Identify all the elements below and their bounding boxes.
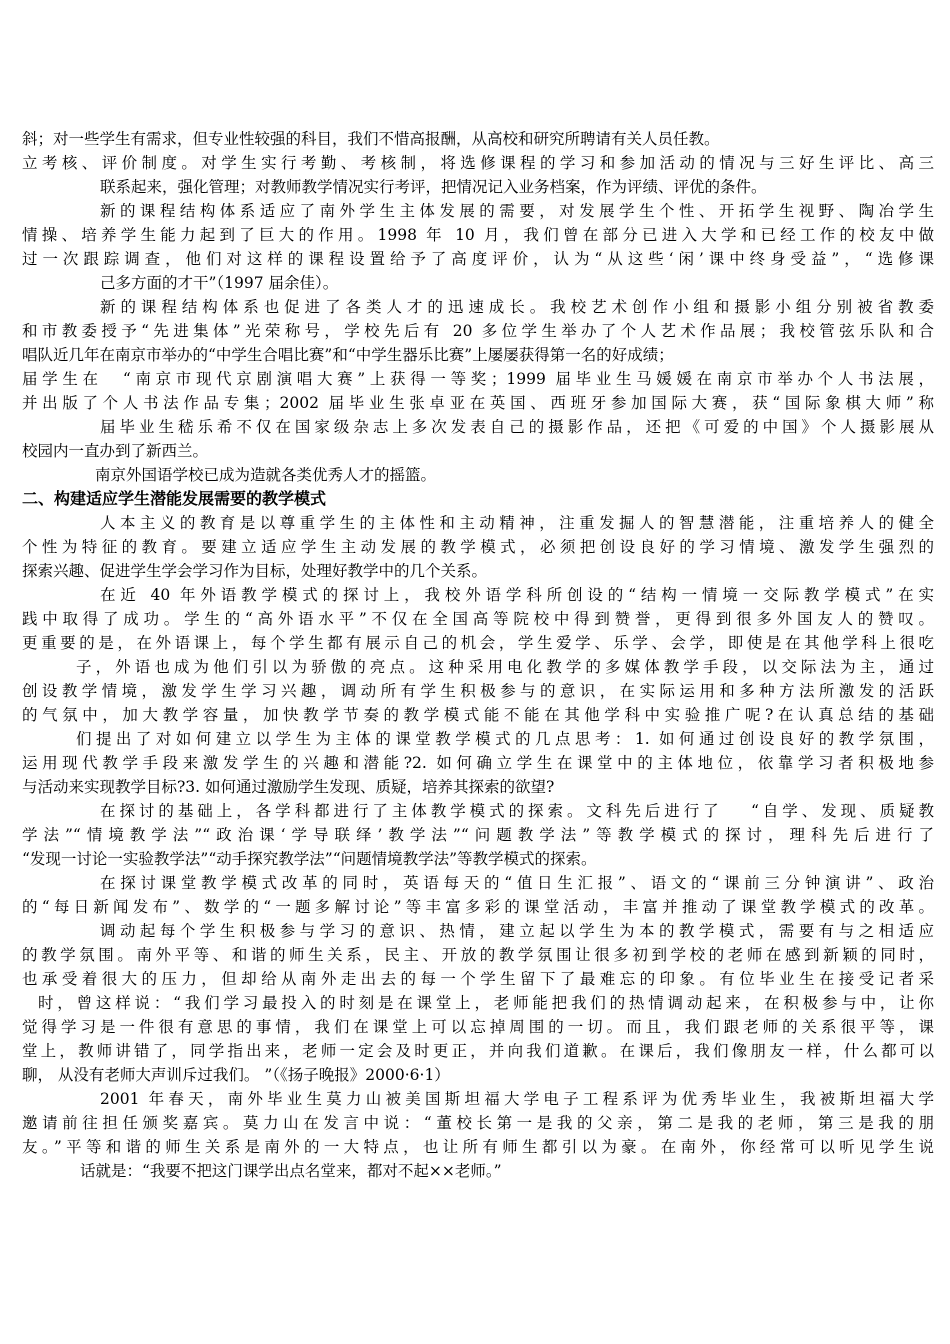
section-heading: 二、构建适应学生潜能发展需要的教学模式 — [22, 489, 327, 508]
text-line: 践中取得了成功。学生的“高外语水平”不仅在全国高等院校中得到赞誉，更得到很多外国友人的赞叹。 — [22, 610, 934, 628]
text-line: 友。”平等和谐的师生关系是南外的一大特点，也让所有师生都引以为豪。在南外，你经常可以听见学生说 — [22, 1138, 934, 1156]
text-line: 话就是：“我要不把这门课学出点名堂来，都对不起××老师。” — [80, 1162, 502, 1180]
text-line: 更重要的是，在外语课上，每个学生都有展示自己的机会，学生爱学、乐学、会学，即使是在其他学科上很吃 — [22, 634, 934, 652]
text-line: 届毕业生嵇乐希不仅在国家级杂志上多次发表自己的摄影作品，还把《可爱的中国》个人摄影展从 — [100, 418, 934, 436]
text-line: 邀请前往担任颁奖嘉宾。莫力山在发言中说：“董校长第一是我的父亲，第二是我的老师，第三是我的朋 — [22, 1114, 934, 1132]
text-line: 己多方面的才干”（1997 届余佳）。 — [100, 274, 339, 292]
text-line: 们提出了对如何建立以学生为主体的课堂教学模式的几点思考：1. 如何通过创设良好的教学氛围， — [76, 730, 934, 748]
text-line: 运用现代教学手段来激发学生的兴趣和潜能?2. 如何确立学生在课堂中的主体地位，依靠学习者积极地参 — [22, 754, 934, 772]
text-line: 创设教学情境，激发学生学习兴趣，调动所有学生积极参与的意识，在实际运用和多种方法所激发的活跃 — [22, 682, 934, 700]
text-line: 情操、培养学生能力起到了巨大的作用。1998 年 10 月，我们曾在部分已进入大学和已经工作的校友中做 — [22, 226, 934, 244]
text-line: 堂上，教师讲错了，同学指出来，老师一定会及时更正，并向我们道歉。在课后，我们像朋友一样，什么都可以 — [22, 1042, 934, 1060]
text-line: 新的课程结构体系适应了南外学生主体发展的需要，对发展学生个性、开拓学生视野、陶冶学生 — [100, 202, 934, 220]
text-line: 立考核、评价制度。对学生实行考勤、考核制，将选修课程的学习和参加活动的情况与三好生评比、高三 — [22, 154, 934, 172]
text-line: 调动起每个学生积极参与学习的意识、热情，建立起以学生为本的教学模式，需要有与之相适应 — [100, 922, 934, 940]
text-line: 新的课程结构体系也促进了各类人才的迅速成长。我校艺术创作小组和摄影小组分别被省教委 — [100, 298, 934, 316]
text-line: 南京外国语学校已成为造就各类优秀人才的摇篮。 — [95, 466, 437, 484]
text-line: 并出版了个人书法作品专集；2002 届毕业生张卓亚在英国、西班牙参加国际大赛，获“国际象棋大师”称 — [22, 394, 934, 412]
text-line: 校园内一直办到了新西兰。 — [22, 442, 209, 460]
text-line: 子，外语也成为他们引以为骄傲的亮点。这种采用电化教学的多媒体教学手段，以交际法为主，通过 — [76, 658, 934, 676]
text-line: 斜；对一些学生有需求，但专业性较强的科目，我们不惜高报酬，从高校和研究所聘请有关人员任教。 — [22, 130, 720, 148]
text-line: 联系起来，强化管理；对教师教学情况实行考评，把情况记入业务档案，作为评绩、评优的条件。 — [100, 178, 767, 196]
text-line: 个性为特征的教育。要建立适应学生主动发展的教学模式，必须把创设良好的学习情境、激发学生强烈的 — [22, 538, 934, 556]
text-line: 届学生在 “南京市现代京剧演唱大赛”上获得一等奖；1999 届毕业生马媛媛在南京市举办个人书法展， — [22, 370, 934, 388]
text-line: 聊， 从没有老师大声训斥过我们。 ”（《扬子晚报》2000·6·1） — [22, 1066, 450, 1084]
text-line: 与活动来实现教学目标?3. 如何通过激励学生发现、质疑，培养其探索的欲望? — [22, 778, 555, 796]
text-line: 人本主义的教育是以尊重学生的主体性和主动精神，注重发掘人的智慧潜能，注重培养人的健全 — [100, 514, 934, 532]
text-line: 2001 年春天，南外毕业生莫力山被美国斯坦福大学电子工程系评为优秀毕业生，我被斯坦福大学 — [100, 1090, 934, 1108]
text-line: 的“每日新闻发布”、数学的“一题多解讨论”等丰富多彩的课堂活动，丰富并推动了课堂教学模式的改革。 — [22, 898, 934, 916]
text-line: 探索兴趣、促进学生学会学习作为目标，处理好教学中的几个关系。 — [22, 562, 488, 580]
text-line: 的气氛中，加大教学容量，加快教学节奏的教学模式能不能在其他学科中实验推广呢?在认真总结的基础 — [22, 706, 934, 724]
text-line: 时，曾这样说：“我们学习最投入的时刻是在课堂上，老师能把我们的热情调动起来，在积极参与中，让你 — [38, 994, 934, 1012]
text-line: 和市教委授予“先进集体”光荣称号，学校先后有 20 多位学生举办了个人艺术作品展；我校管弦乐队和合 — [22, 322, 934, 340]
text-line: 觉得学习是一件很有意思的事情，我们在课堂上可以忘掉周围的一切。而且，我们跟老师的关系很平等，课 — [22, 1018, 934, 1036]
text-line: 学法”“情境教学法”“政治课‘学导联绎’教学法”“问题教学法”等教学模式的探讨，理科先后进行了 — [22, 826, 934, 844]
text-line: 过一次跟踪调查，他们对这样的课程设置给予了高度评价，认为“从这些‘闲’课中终身受益”，“选修课 — [22, 250, 934, 268]
text-line: 唱队近几年在南京市举办的“中学生合唱比赛”和“中学生器乐比赛”上屡屡获得第一名的好成绩； — [22, 346, 674, 364]
text-line: 也承受着很大的压力，但却给从南外走出去的每一个学生留下了最难忘的印象。有位毕业生在接受记者采 — [22, 970, 934, 988]
text-line: 在探讨的基础上，各学科都进行了主体教学模式的探索。文科先后进行了 “自学、发现、质疑教 — [100, 802, 934, 820]
text-line: “发现一讨论一实验教学法”“动手探究教学法”“问题情境教学法”等教学模式的探索。 — [22, 850, 597, 868]
text-line: 在近 40 年外语教学模式的探讨上，我校外语学科所创设的“结构一情境一交际教学模式”在实 — [100, 586, 934, 604]
text-line: 在探讨课堂教学模式改革的同时，英语每天的“值日生汇报”、语文的“课前三分钟演讲”、政治 — [100, 874, 934, 892]
text-line: 的教学氛围。南外平等、和谐的师生关系，民主、开放的教学氛围让很多初到学校的老师在感到新颖的同时， — [22, 946, 934, 964]
